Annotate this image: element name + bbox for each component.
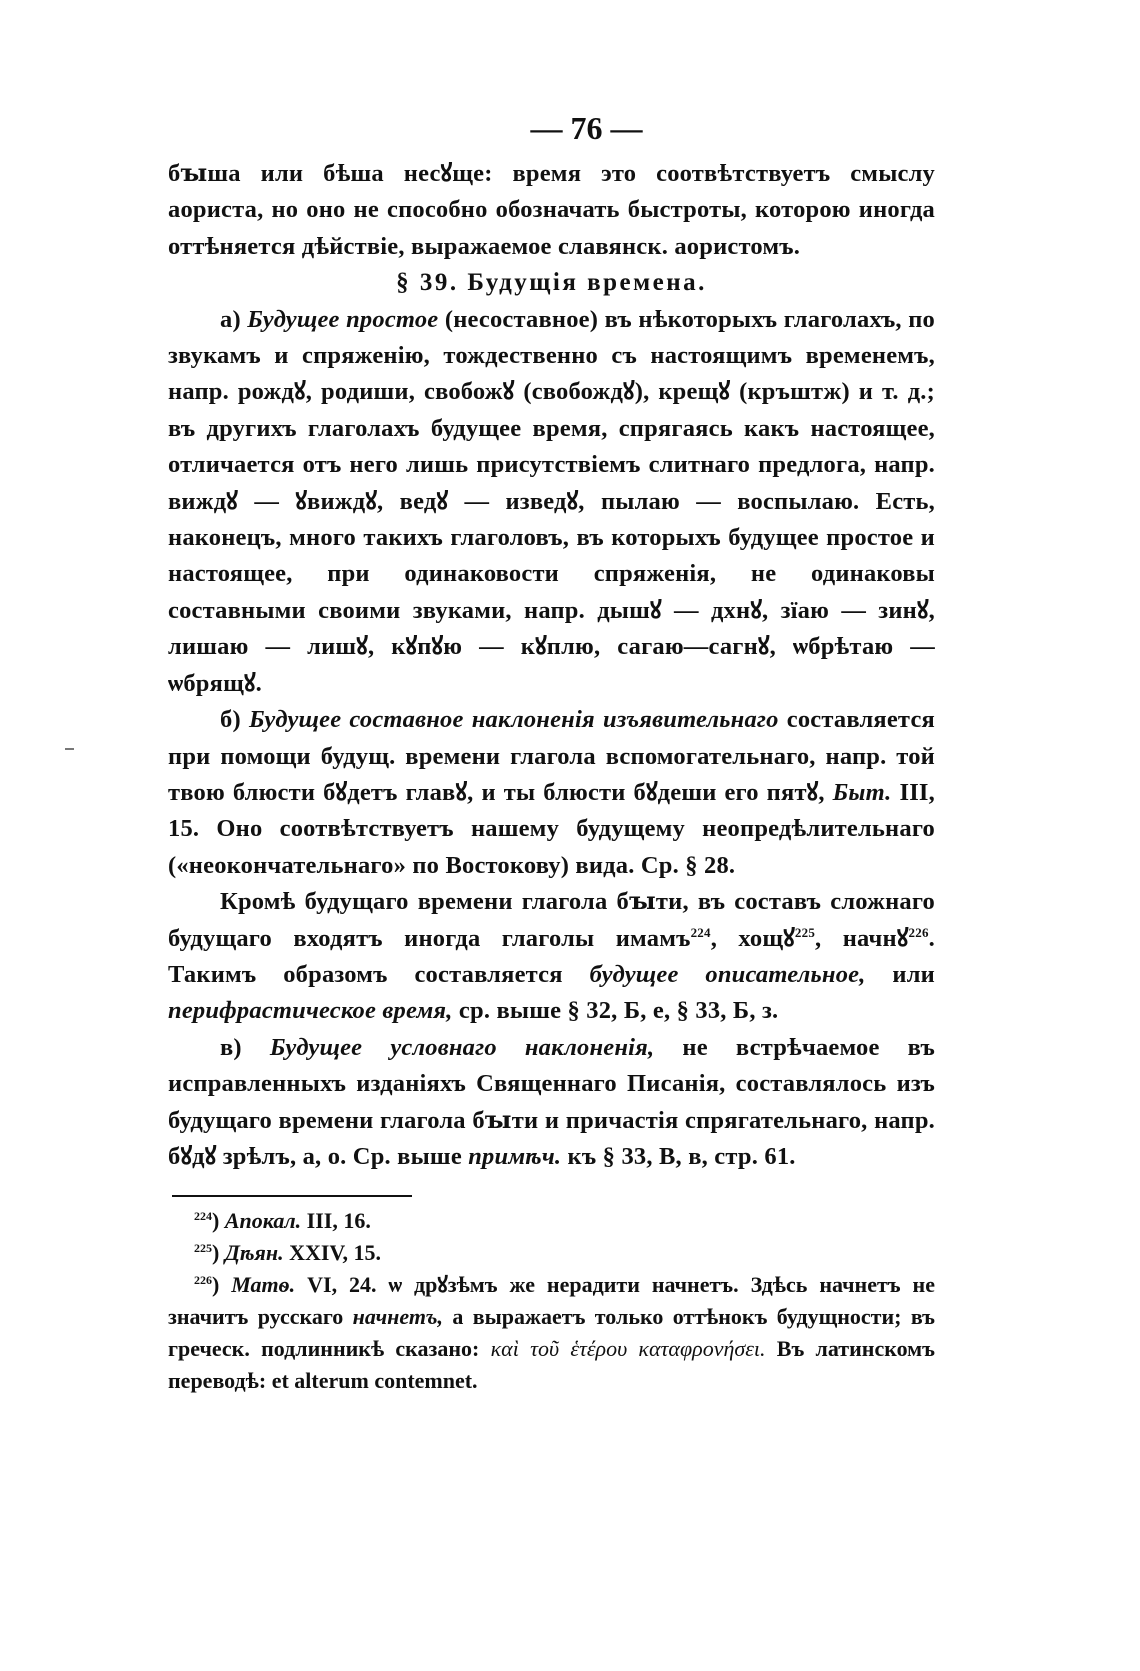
term-future-conditional: Будущее условнаго наклоненія, [269,1033,655,1061]
reference-genesis: Быт. [832,778,892,806]
page-number: — 76 — [530,110,643,146]
paragraph-future-conditional [168,1030,935,1176]
term-future-simple: Будущее простое [247,305,439,333]
page-content [168,100,935,1397]
footnote-number: 224 [194,1209,212,1224]
item-label: а) [220,305,248,333]
paragraph-descriptive-future [168,884,935,1030]
footnote-224: $^{224}$) Апокал. III, 16. [194,1208,371,1234]
main-text [168,156,935,1175]
footnote-225: $^{225}$) Дѣян. XXIV, 15. [194,1240,381,1266]
footnote-number: 226 [194,1273,212,1288]
footnote-divider [172,1195,412,1197]
greek-quote: καὶ τοῦ ἑτέρου καταφρονήσει. [490,1336,766,1362]
paragraph-future-simple [168,302,935,702]
item-label: в) [220,1033,270,1061]
paragraph-text: не встрѣчаемое въ исправленныхъ изданіяхъ Священнаго Писанія, составлялось изъ будущаго времени глагола бꙑти и причастія спрягательнаго, напр. бꙋдꙋ зрѣлъ, а, о. Ср. выше [168,1033,935,1170]
paragraph-text: или [865,960,935,988]
footnote-text: VI, 24. ѡ дрꙋзѣмъ же нерадити начнетъ. Здѣсь начнетъ не значитъ русскаго [168,1272,936,1330]
term-descriptive: будущее описательное, [589,960,866,988]
paragraph-text: . Такимъ образомъ составляется [168,924,935,988]
footnote-text: Въ латинскомъ переводѣ: et alterum contemnet. [168,1336,935,1394]
footnote-number: 225 [194,1241,212,1256]
reference-note: примѣч. [468,1142,562,1170]
paragraph-text: , начнꙋ [815,924,909,952]
paragraph-future-compound [168,702,935,884]
paragraph-text: къ § 33, В, в, стр. 61. [561,1142,796,1170]
footnote-ref-225[interactable]: 225 [794,924,816,940]
paragraph-text: составляется при помощи будущ. времени глагола вспомогательнаго, напр. той твою блюсти бꙋдетъ главꙋ, и ты блюсти бꙋдеши его пятꙋ, [168,706,935,806]
footnote-reference: Дѣян. [224,1240,284,1266]
paragraph-text: Кромѣ будущаго времени глагола бꙑти, въ составъ сложнаго будущаго входятъ иногда глаголы имамъ [168,888,935,952]
scan-mark [65,748,74,750]
term-future-compound: Будущее составное наклоненія изъявительнаго [248,706,779,734]
footnote-226: $^{226}$) Матѳ. VI, 24. ѡ дрꙋзѣмъ же нерадити начнетъ. Здѣсь начнетъ не значитъ русскаго начнетъ, а выражаетъ только оттѣнокъ будущности; въ греческ. подлинникѣ сказано: καὶ τοῦ ἑτέρου καταφρονήσει. Въ латинскомъ переводѣ: et alterum contemnet. [168,1272,936,1394]
paragraph-text: III, 15. Оно соотвѣтствуетъ нашему будущему неопредѣлительнаго («неокончательнаго» по Востокову) вида. Ср. § 28. [168,778,935,879]
footnote-term: начнетъ, [352,1304,444,1330]
footnote-ref-226[interactable]: 226 [908,924,929,940]
paragraph-text: (несоставное) въ нѣкоторыхъ глаголахъ, по звукамъ и спряженію, тождественно съ настоящимъ временемъ, напр. рождꙋ, родиши, свобожꙋ (свобождꙋ), крещꙋ (кръштж) и т. д.; въ другихъ глаголахъ будущее время, спрягаясь какъ настоящее, отличается отъ него лишь присутствіемъ слитнаго предлога, напр. виждꙋ — ꙋвиждꙋ, ведꙋ — изведꙋ, пылаю — воспылаю. Есть, наконецъ, много такихъ глаголовъ, въ которыхъ будущее простое и настоящее, при одинаковости спряженія, не одинаковы составными своими звуками, напр. дышꙋ — дхнꙋ, зїаю — зинꙋ, лишаю — лишꙋ, кꙋпꙋю — кꙋплю, сагаю—сагнꙋ, ѡбрѣтаю — ѡбрящꙋ. [168,305,935,697]
term-periphrastic: перифрастическое время, [168,997,453,1025]
item-label: б) [220,706,249,734]
footnote-reference: Матѳ. [231,1272,296,1298]
paragraph-text: ср. выше § 32, Б, е, § 33, Б, з. [452,997,779,1025]
paragraph-aorist: бꙑша или бѣша несꙋще: время это соотвѣтствуетъ смыслу аориста, но оно не способно обозначать быстроты, которою иногда оттѣняется дѣйствіе, выражаемое славянск. аористомъ. [168,160,935,260]
footnote-reference: Апокал. [224,1208,302,1234]
footnote-text: XXIV, 15. [283,1240,381,1266]
footnote-ref-224[interactable]: 224 [690,924,711,940]
paragraph-text: , хощꙋ [710,924,795,952]
footnote-text: III, 16. [301,1208,371,1234]
footnote-text: а выражаетъ только оттѣнокъ будущности; въ греческ. подлинникѣ сказано: [168,1304,935,1362]
section-heading: § 39. Будущія времена. [396,269,707,297]
footnotes [168,1205,935,1397]
